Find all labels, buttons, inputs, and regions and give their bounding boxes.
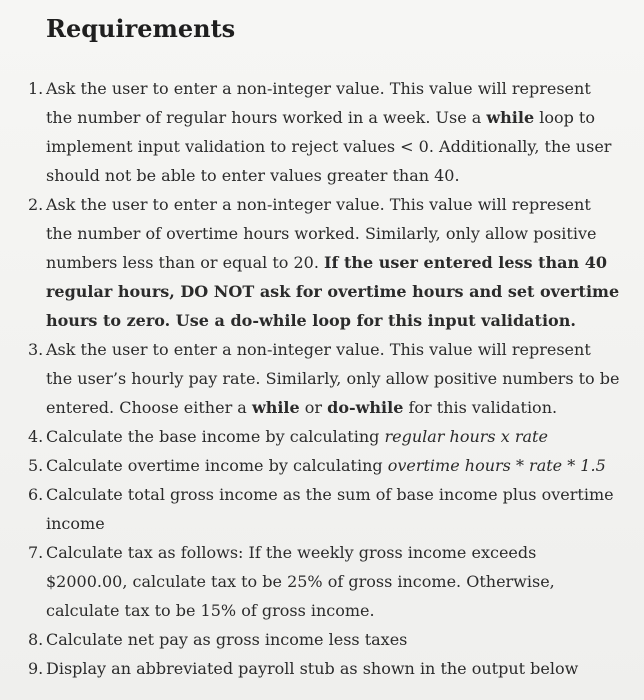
item-text: or (299, 398, 328, 417)
item-number: 5. (28, 456, 44, 475)
keyword-do-while: do-while (327, 398, 404, 417)
item-number: 3. (28, 340, 44, 359)
item-number: 4. (28, 427, 44, 446)
item-number: 8. (28, 630, 44, 649)
list-item (0, 74, 644, 190)
item-text: Display an abbreviated payroll stub as shown in the output below (46, 659, 579, 678)
item-text: Calculate the base income by calculating (46, 427, 385, 446)
item-text: Calculate tax as follows: If the weekly gross income exceeds $2000.00, calculate tax to be 25% of gross income. Otherwise, calculate tax to be 15% of gross income. (46, 543, 555, 620)
formula-text: regular hours x rate (384, 427, 548, 446)
item-text: for this validation. (403, 398, 558, 417)
list-item (0, 335, 644, 422)
keyword-while: while (486, 108, 535, 127)
formula-text: overtime hours * rate * 1.5 (387, 456, 606, 475)
item-text: Ask the user to enter a non-integer value. This value will represent the number of overtime hours worked. Similarly, only allow positive numbers less than or equal to 20. (46, 195, 597, 272)
list-item (0, 538, 644, 625)
item-bold-text: If the user entered less than 40 regular hours, DO NOT ask for overtime hours and set overtime hours to zero. Use a do-while loop for this input validation. (46, 253, 620, 330)
item-text: loop to implement input validation to reject values < 0. Additionally, the user should not be able to enter values greater than 40. (46, 108, 612, 185)
list-item (0, 190, 644, 335)
page-title: Requirements (46, 14, 236, 43)
keyword-while: while (251, 398, 300, 417)
list-item (0, 625, 644, 654)
item-number: 9. (28, 659, 44, 678)
item-number: 6. (28, 485, 44, 504)
item-text: Ask the user to enter a non-integer value. This value will represent the user’s hourly pay rate. Similarly, only allow positive numbers to be entered. Choose either a (46, 340, 620, 417)
item-number: 7. (28, 543, 44, 562)
item-text: Calculate total gross income as the sum of base income plus overtime income (46, 485, 614, 533)
item-number: 1. (28, 79, 44, 98)
list-item (0, 451, 644, 480)
item-text: Calculate overtime income by calculating (46, 456, 388, 475)
item-number: 2. (28, 195, 44, 214)
list-item (0, 480, 644, 538)
requirements-list (0, 74, 644, 683)
list-item (0, 422, 644, 451)
list-item (0, 654, 644, 683)
item-text: Ask the user to enter a non-integer value. This value will represent the number of regular hours worked in a week. Use a (46, 79, 591, 127)
item-text: Calculate net pay as gross income less taxes (46, 630, 408, 649)
